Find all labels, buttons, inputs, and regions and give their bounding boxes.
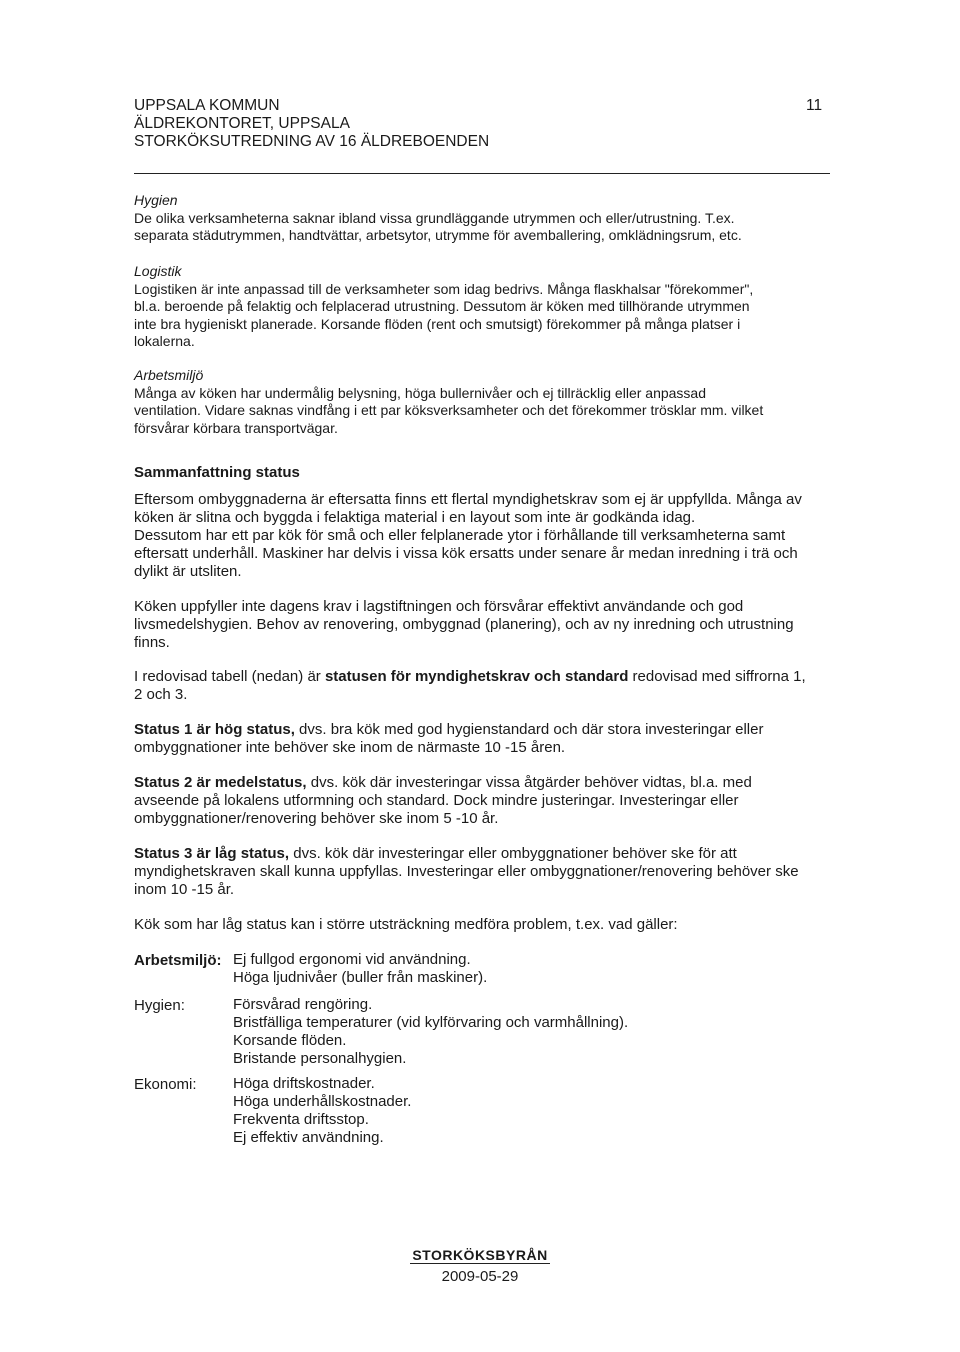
summary-line: finns. bbox=[134, 634, 170, 651]
hygien-heading: Hygien bbox=[134, 192, 178, 208]
summary-line bbox=[134, 668, 824, 686]
list-item: Försvårad rengöring. bbox=[233, 996, 373, 1013]
list-item: Bristande personalhygien. bbox=[233, 1050, 407, 1067]
list-label-hygien: Hygien: bbox=[134, 997, 185, 1014]
logistik-line: inte bra hygieniskt planerade. Korsande flöden (rent och smutsigt) förekommer på många platser i bbox=[134, 315, 741, 332]
text-run: I redovisad tabell (nedan) är bbox=[134, 668, 325, 685]
header-title: STORKÖKSUTREDNING AV 16 ÄLDREBOENDEN bbox=[134, 133, 490, 150]
summary-line bbox=[134, 845, 824, 863]
logistik-line: bl.a. beroende på felaktig och felplacerad utrustning. Dessutom är köken med tillhörande utrymmen bbox=[134, 298, 750, 314]
status-2-paragraph bbox=[134, 774, 824, 828]
list-items-ekonomi bbox=[233, 1075, 411, 1147]
text-run: redovisad med siffrorna 1, bbox=[628, 668, 806, 685]
logistik-line: lokalerna. bbox=[134, 333, 195, 349]
list-items-arbetsmiljo bbox=[233, 951, 487, 987]
text-run-bold: statusen för myndighetskrav och standard bbox=[324, 668, 629, 685]
arbetsmiljo-line: försvårar körbara transportvägar. bbox=[134, 419, 338, 436]
summary-line: dylikt är utsliten. bbox=[134, 563, 242, 580]
header-org: UPPSALA KOMMUN bbox=[134, 97, 280, 114]
summary-line: avseende på lokalens utformning och standard. Dock mindre justeringar. Investeringar eller bbox=[134, 792, 739, 809]
summary-paragraph-1 bbox=[134, 491, 824, 581]
summary-line: myndighetskraven skall kunna uppfyllas. Investeringar eller ombyggnationer/renovering behöver ske bbox=[134, 863, 799, 880]
list-item: Bristfälliga temperaturer (vid kylförvaring och varmhållning). bbox=[233, 1014, 629, 1031]
header-dept: ÄLDREKONTORET, UPPSALA bbox=[134, 115, 350, 132]
logistik-line: Logistiken är inte anpassad till de verksamheter som idag bedrivs. Många flaskhalsar "förekommer", bbox=[134, 280, 754, 297]
section-hygien bbox=[134, 192, 824, 245]
summary-line: Köken uppfyller inte dagens krav i lagstiftningen och försvårar effektivt användande och god bbox=[134, 598, 744, 615]
list-intro: Kök som har låg status kan i större utsträckning medföra problem, t.ex. vad gäller: bbox=[134, 916, 678, 933]
list-item: Ej fullgod ergonomi vid användning. bbox=[233, 951, 471, 968]
list-item: Frekventa driftsstop. bbox=[233, 1111, 369, 1128]
text-run: dvs. kök där investeringar vissa åtgärder behöver vidtas, bl.a. med bbox=[306, 774, 752, 791]
summary-line: Eftersom ombyggnaderna är eftersatta finns ett flertal myndighetskrav som ej är uppfyllda. Många av bbox=[134, 491, 802, 508]
hygien-line: separata städutrymmen, handtvättar, arbetsytor, utrymme för avemballering, omklädningsrum, etc. bbox=[134, 227, 742, 243]
summary-line: livsmedelshygien. Behov av renovering, ombyggnad (planering), och av ny inredning och utrustning bbox=[134, 616, 794, 633]
section-arbetsmiljo bbox=[134, 367, 824, 437]
text-run: dvs. bra kök med god hygienstandard och där stora investeringar eller bbox=[294, 721, 764, 738]
text-run: dvs. kök där investeringar eller ombyggnationer behöver ske för att bbox=[289, 845, 737, 862]
list-item: Ej effektiv användning. bbox=[233, 1129, 384, 1146]
arbetsmiljo-line: ventilation. Vidare saknas vindfång i ett par köksverksamheter och det förekommer trösklar mm. vilket bbox=[134, 402, 764, 418]
summary-paragraph-3 bbox=[134, 668, 824, 704]
document-header bbox=[134, 97, 489, 151]
section-logistik bbox=[134, 263, 824, 351]
summary-line: inom 10 -15 år. bbox=[134, 881, 235, 898]
list-label-arbetsmiljo: Arbetsmiljö: bbox=[134, 952, 222, 969]
summary-heading: Sammanfattning status bbox=[134, 464, 300, 481]
arbetsmiljo-heading: Arbetsmiljö bbox=[134, 367, 204, 383]
summary-line: Dessutom har ett par kök för små och eller felplanerade ytor i förhållande till verksamheterna samt bbox=[134, 527, 786, 544]
list-item: Höga ljudnivåer (buller från maskiner). bbox=[233, 969, 488, 986]
list-item: Höga driftskostnader. bbox=[233, 1075, 375, 1092]
page-number: 11 bbox=[806, 97, 823, 114]
summary-line: 2 och 3. bbox=[134, 686, 188, 703]
footer-date: 2009-05-29 bbox=[441, 1268, 519, 1285]
list-item: Höga underhållskostnader. bbox=[233, 1093, 412, 1110]
footer-brand-logo bbox=[0, 1247, 960, 1263]
summary-line bbox=[134, 721, 824, 739]
header-divider bbox=[134, 173, 830, 174]
footer-brand-text: STORKÖKSBYRÅN bbox=[412, 1247, 548, 1263]
list-items-hygien bbox=[233, 996, 628, 1068]
list-item: Korsande flöden. bbox=[233, 1032, 347, 1049]
status-3-paragraph bbox=[134, 845, 824, 899]
summary-line: ombyggnationer inte behöver ske inom de närmaste 10 -15 åren. bbox=[134, 739, 566, 756]
hygien-line: De olika verksamheterna saknar ibland vissa grundläggande utrymmen och eller/utrustning. T.ex. bbox=[134, 209, 735, 226]
summary-paragraph-2 bbox=[134, 598, 824, 652]
status-3-label: Status 3 är låg status, bbox=[134, 845, 290, 862]
summary-line: eftersatt underhåll. Maskiner har delvis i vissa kök ersatts under senare år medan inredning i trä och bbox=[134, 545, 798, 562]
logistik-heading: Logistik bbox=[134, 263, 182, 279]
status-2-label: Status 2 är medelstatus, bbox=[134, 774, 307, 791]
status-1-paragraph bbox=[134, 721, 824, 757]
summary-line: köken är slitna och byggda i felaktiga material i en layout som inte är godkända idag. bbox=[134, 509, 696, 526]
list-label-ekonomi: Ekonomi: bbox=[134, 1076, 197, 1093]
status-1-label: Status 1 är hög status, bbox=[134, 721, 295, 738]
arbetsmiljo-line: Många av köken har undermålig belysning, höga bullernivåer och ej tillräcklig eller anpassad bbox=[134, 384, 706, 401]
summary-line: ombyggnationer/renovering behöver ske inom 5 -10 år. bbox=[134, 810, 499, 827]
summary-line bbox=[134, 774, 824, 792]
